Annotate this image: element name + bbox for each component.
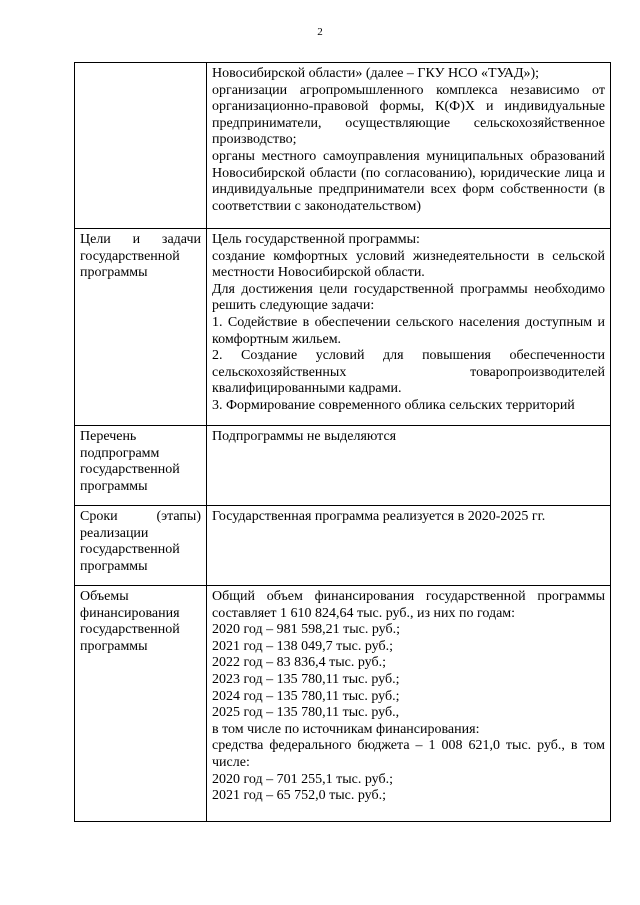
table-row-terms	[75, 506, 611, 586]
content-line: 2020 год – 701 255,1 тыс. руб.;	[212, 771, 393, 787]
content-line: Подпрограммы не выделяются	[212, 429, 397, 444]
content-line: 1. Содействие в обеспечении сельского населения доступным и комфортным жильем.	[212, 314, 605, 347]
content-line: Для достижения цели государственной программы необходимо решить следующие задачи:	[212, 281, 605, 314]
content-line: Новосибирской области» (далее – ГКУ НСО «ТУАД»);	[212, 66, 540, 81]
row-label-cell	[75, 586, 207, 822]
content-line: 2023 год – 135 780,11 тыс. руб.;	[212, 671, 400, 687]
table-row-goals	[75, 229, 611, 426]
content-line: 2. Создание условий для повышения обеспеченности сельскохозяйственных товаропроизводителей квалифицированными кадрами.	[212, 348, 605, 397]
content-line: средства федерального бюджета – 1 008 621,0 тыс. руб., в том числе:	[212, 738, 605, 770]
content-line: Государственная программа реализуется в 2020-2025 гг.	[212, 509, 546, 524]
table-row-funding	[75, 586, 611, 822]
content-line: организации агропромышленного комплекса независимо от организационно-правовой формы, К(Ф)Х и индивидуальные предприниматели, осуществляющие сельскохозяйственное производство;	[212, 82, 605, 148]
content-line: 3. Формирование современного облика сельских территорий	[212, 397, 575, 413]
content-line: 2021 год – 65 752,0 тыс. руб.;	[212, 788, 386, 804]
passport-table	[74, 62, 611, 822]
row-label: Цели и задачи государственной программы	[80, 232, 201, 281]
content-line: 2025 год – 135 780,11 тыс. руб.,	[212, 705, 400, 721]
content-line: 2020 год – 981 598,21 тыс. руб.;	[212, 622, 400, 638]
content-line: 2021 год – 138 049,7 тыс. руб.;	[212, 638, 393, 654]
row-content-cell	[207, 63, 611, 229]
row-content-cell	[207, 506, 611, 586]
content-line: в том числе по источникам финансирования:	[212, 721, 480, 737]
row-label-cell	[75, 229, 207, 426]
row-content-cell	[207, 586, 611, 822]
row-label: Сроки (этапы) реализации государственной программы	[80, 509, 201, 574]
table-row-subprograms	[75, 426, 611, 506]
content-line: Цель государственной программы:	[212, 232, 420, 247]
row-label-cell	[75, 426, 207, 506]
content-line: Общий объем финансирования государственной программы составляет 1 610 824,64 тыс. руб., из них по годам:	[212, 589, 605, 621]
content-line: создание комфортных условий жизнедеятельности в сельской местности Новосибирской области.	[212, 248, 605, 281]
row-content-cell	[207, 426, 611, 506]
row-content-cell	[207, 229, 611, 426]
table-row-participants	[75, 63, 611, 229]
row-label: Перечень подпрограмм государственной программы	[80, 429, 180, 494]
row-label-cell	[75, 63, 207, 229]
row-label-cell	[75, 506, 207, 586]
row-label: Объемы финансирования государственной программы	[80, 589, 180, 654]
page-number: 2	[317, 26, 323, 38]
content-line: органы местного самоуправления муниципальных образований Новосибирской области (по согласованию), юридические лица и индивидуальные предприниматели всех форм собственности (в соответствии с законодательством)	[212, 148, 605, 214]
content-line: 2022 год – 83 836,4 тыс. руб.;	[212, 655, 386, 671]
content-line: 2024 год – 135 780,11 тыс. руб.;	[212, 688, 400, 704]
